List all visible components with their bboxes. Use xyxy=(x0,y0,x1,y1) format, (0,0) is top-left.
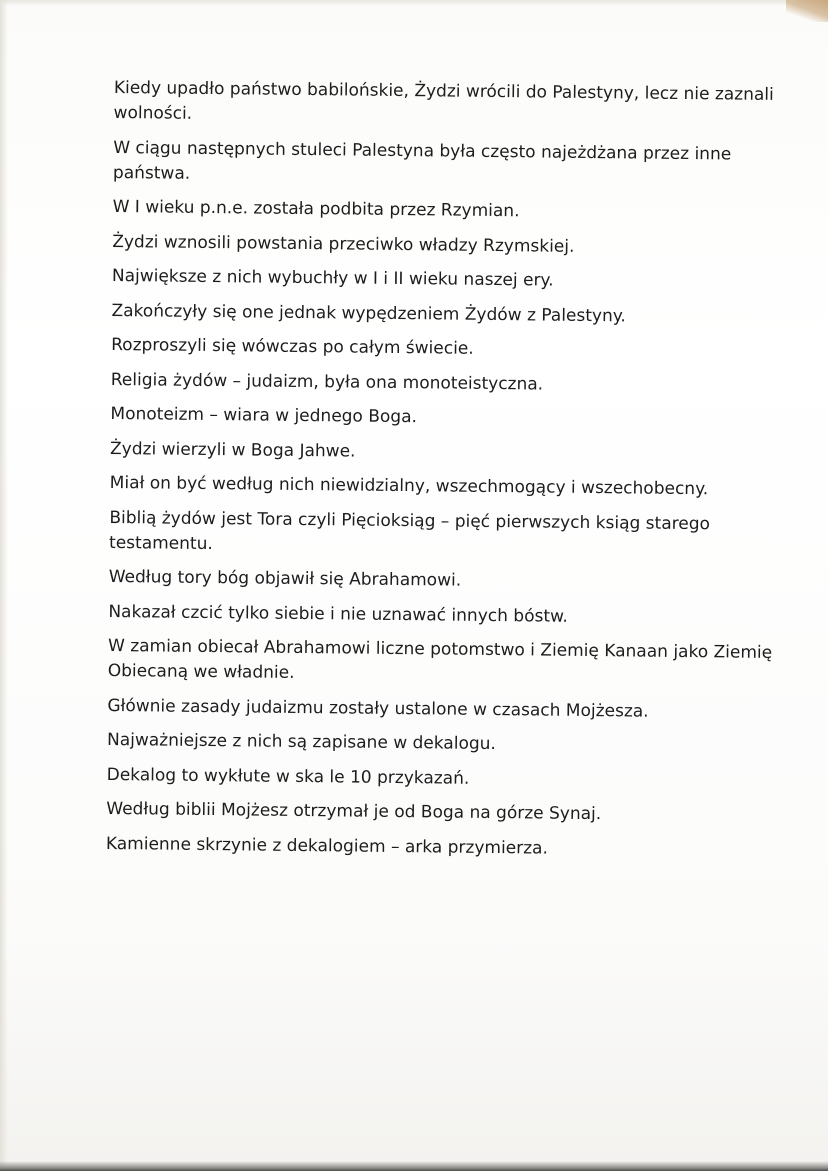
paragraph: Głównie zasady judaizmu zostały ustalone w czasach Mojżesza. xyxy=(107,695,649,722)
paragraph: W ciągu następnych stuleci Palestyna była często najeżdżana przez inne państwa. xyxy=(112,137,732,184)
document-text xyxy=(106,76,784,873)
paragraph: Monoteizm – wiara w jednego Boga. xyxy=(110,403,418,428)
paragraph: Według tory bóg objawił się Abrahamowi. xyxy=(108,566,462,591)
paragraph: W I wieku p.n.e. została podbita przez Rzymian. xyxy=(112,196,520,222)
page-corner-fold xyxy=(786,0,828,22)
paragraph: Zakończyły się one jednak wypędzeniem Żydów z Palestyny. xyxy=(111,300,626,326)
page-edge-bottom xyxy=(0,1161,828,1171)
page-edge-left xyxy=(0,0,8,1171)
paragraph: Nakazał czcić tylko siebie i nie uznawać innych bóstw. xyxy=(108,601,568,627)
paragraph: Żydzi wznosili powstania przeciwko władzy Rzymskiej. xyxy=(112,231,575,257)
paragraph: Religia żydów – judaizm, była ona monoteistyczna. xyxy=(110,369,544,395)
paragraph: Żydzi wierzyli w Boga Jahwe. xyxy=(109,438,356,462)
paragraph: Kamienne skrzynie z dekalogiem – arka przymierza. xyxy=(105,833,549,859)
paragraph: Najważniejsze z nich są zapisane w dekalogu. xyxy=(106,729,496,755)
paragraph: Miał on być według nich niewidzialny, wszechmogący i wszechobecny. xyxy=(109,472,709,500)
paragraph: Kiedy upadło państwo babilońskie, Żydzi wrócili do Palestyny, lecz nie zaznali wolności. xyxy=(113,77,774,124)
paragraph: W zamian obiecał Abrahamowi liczne potomstwo i Ziemię Kanaan jako Ziemię Obiecaną we władnie. xyxy=(107,635,773,683)
page-edge-top xyxy=(0,0,828,6)
paragraph: Według biblii Mojżesz otrzymał je od Boga na górze Synaj. xyxy=(106,798,602,825)
paragraph: Rozproszyli się wówczas po całym świecie. xyxy=(111,334,474,359)
paragraph: Dekalog to wykłute w ska le 10 przykazań. xyxy=(106,764,470,789)
paragraph: Biblią żydów jest Tora czyli Pięcioksiąg – pięć pierwszych ksiąg starego testamentu. xyxy=(109,507,711,554)
paragraph: Największe z nich wybuchły w I i II wieku naszej ery. xyxy=(111,265,554,291)
